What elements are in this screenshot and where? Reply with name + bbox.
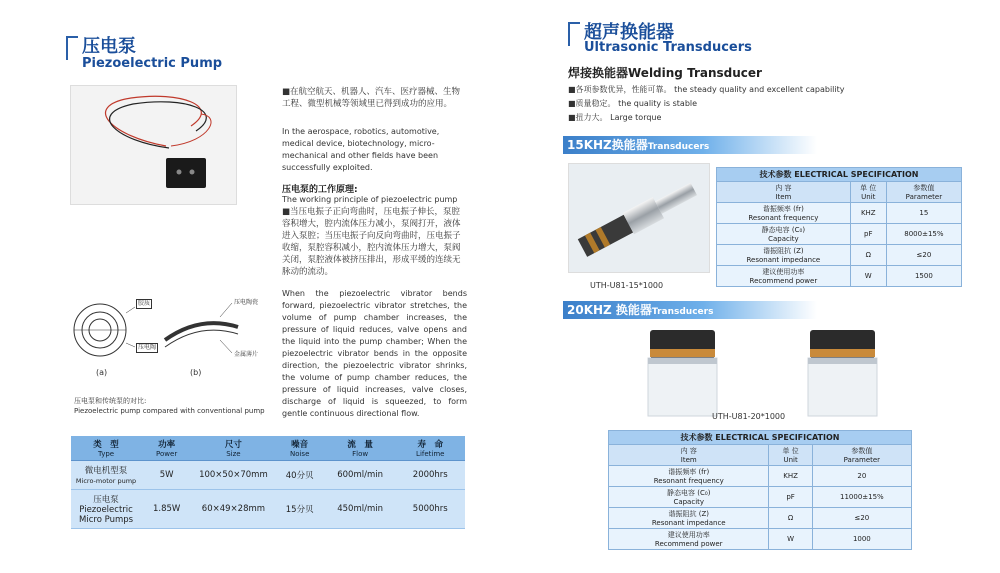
bullet-1: ■各项参数优异，性能可靠。 the steady quality and excellent capability xyxy=(568,85,845,94)
principle-cn: ■当压电振子正向弯曲时，压电振子伸长，泵腔容积增大，腔内流体压力减小，泵阀打开，液体进入泵腔；当压电振子向反向弯曲时，压电振子收缩，泵腔容积减小，腔内流体压力增大，泵阀关闭，泵腔液体被挤压排出，形成平缓的连续无脉动的流动。 xyxy=(282,207,461,277)
cell-noise: 15分贝 xyxy=(275,490,325,529)
transducer-15k-image xyxy=(569,164,709,272)
cell-size: 100×50×70mm xyxy=(192,461,275,490)
diagram-tag-4: 压电陶 xyxy=(138,344,157,351)
table-row xyxy=(71,461,465,490)
transducer-20k-image-1 xyxy=(640,325,725,420)
table-row: 静态电容 (C₀) Capacity pF 8000±15% xyxy=(717,224,962,245)
cell-lifetime: 5000hrs xyxy=(396,490,465,529)
left-header-bracket xyxy=(66,36,78,60)
col-power: 功率 Power xyxy=(141,436,192,461)
section-20khz-bar: 20KHZ 换能器Transducers xyxy=(563,301,817,319)
piezo-pump-photo xyxy=(70,85,237,205)
table-row: 谐振频率 (fr) Resonant frequency KHZ 15 xyxy=(717,203,962,224)
bullet-3: ■扭力大。 Large torque xyxy=(568,113,662,122)
diagram-label-a: (a) xyxy=(96,368,108,377)
col-flow: 流 量 Flow xyxy=(325,436,396,461)
model-15k: UTH-U81-15*1000 xyxy=(590,281,664,290)
transducer-20k-photo-2 xyxy=(800,325,885,420)
table-row: 静态电容 (C₀) Capacity pF 11000±15% xyxy=(609,487,912,508)
cell-type: 压电泵 Piezoelectric Micro Pumps xyxy=(71,490,141,529)
table-row: 谐振频率 (fr) Resonant frequency KHZ 20 xyxy=(609,466,912,487)
principle-title-en: The working principle of piezoelectric pump xyxy=(282,195,458,204)
principle-en: When the piezoelectric vibrator bends forward, piezoelectric vibrator stretches, the volume of pump chamber increases, the pressure of liquid reduces, valve opens and the liquid into the pump chamber; When the piezoelectric vibrator bends in the opposite direction, the piezoelectric vibrator shrinks, the volume of pump chamber reduces, the pressure of liquid increases, valve closes, discharge of liquid is squeezed, to form gentle continuous directional flow. xyxy=(282,289,467,418)
cell-type: 微电机型泵 Micro-motor pump xyxy=(71,461,141,490)
transducer-20k-image-2 xyxy=(800,325,885,420)
cell-noise: 40分贝 xyxy=(275,461,325,490)
left-header-cn: 压电泵 xyxy=(82,36,136,57)
table-row: 谐振阻抗 (Z) Resonant impedance Ω ≤20 xyxy=(717,245,962,266)
col-type: 类 型 Type xyxy=(71,436,141,461)
diagram-caption-cn: 压电泵和传统泵的对比: xyxy=(74,397,147,405)
col-noise: 噪音 Noise xyxy=(275,436,325,461)
diagram-label-b: (b) xyxy=(190,368,202,377)
bullet-2: ■质量稳定。 the quality is stable xyxy=(568,99,698,108)
spec-table-15k xyxy=(716,167,962,287)
table-header-row xyxy=(71,436,465,461)
left-header-en: Piezoelectric Pump xyxy=(82,56,223,71)
spec20-title: 技术参数 ELECTRICAL SPECIFICATION xyxy=(609,431,912,445)
spec15-header-row: 内 容 Item 单 位 Unit 参数值 Parameter xyxy=(717,182,962,203)
right-header-bracket xyxy=(568,22,580,46)
cell-size: 60×49×28mm xyxy=(192,490,275,529)
col-size: 尺寸 Size xyxy=(192,436,275,461)
diagram-tag-3: 金属薄片 xyxy=(234,351,259,358)
pump-comparison-table xyxy=(71,436,465,529)
principle-title-cn: 压电泵的工作原理: xyxy=(282,185,358,195)
intro-en: In the aerospace, robotics, automotive, medical device, biotechnology, micro-mechanical and other fields have been successfully exploited. xyxy=(282,127,440,172)
spec15-title: 技术参数 ELECTRICAL SPECIFICATION xyxy=(717,168,962,182)
cell-lifetime: 2000hrs xyxy=(396,461,465,490)
table-row: 建议使用功率 Recommend power W 1000 xyxy=(609,529,912,550)
cell-power: 5W xyxy=(141,461,192,490)
model-20k: UTH-U81-20*1000 xyxy=(712,412,786,421)
welding-title: 焊接换能器Welding Transducer xyxy=(568,66,762,80)
diagram-tag-2: 压电陶瓷 xyxy=(234,299,259,306)
spec-table-20k xyxy=(608,430,912,550)
transducer-20k-photo-1 xyxy=(640,325,725,420)
cell-power: 1.85W xyxy=(141,490,192,529)
piezo-pump-image xyxy=(71,86,236,204)
spec20-header-row: 内 容 Item 单 位 Unit 参数值 Parameter xyxy=(609,445,912,466)
diagram-tag-1: 胶质 xyxy=(138,300,151,307)
intro-cn: ■在航空航天、机器人、汽车、医疗器械、生物工程、微型机械等领域里已得到成功的应用。 xyxy=(282,87,461,109)
cell-flow: 600ml/min xyxy=(325,461,396,490)
comparison-diagram xyxy=(70,295,270,380)
cell-flow: 450ml/min xyxy=(325,490,396,529)
right-header-cn: 超声换能器 xyxy=(584,22,674,43)
diagram-caption-en: Piezoelectric pump compared with conventional pump xyxy=(74,407,265,415)
section-15khz-bar: 15KHZ换能器Transducers xyxy=(563,136,817,154)
table-row xyxy=(71,490,465,529)
col-lifetime: 寿 命 Lifetime xyxy=(396,436,465,461)
table-row: 建议使用功率 Recommend power W 1500 xyxy=(717,266,962,287)
transducer-15k-photo xyxy=(568,163,710,273)
right-header-en: Ultrasonic Transducers xyxy=(584,40,752,55)
table-row: 谐振阻抗 (Z) Resonant impedance Ω ≤20 xyxy=(609,508,912,529)
